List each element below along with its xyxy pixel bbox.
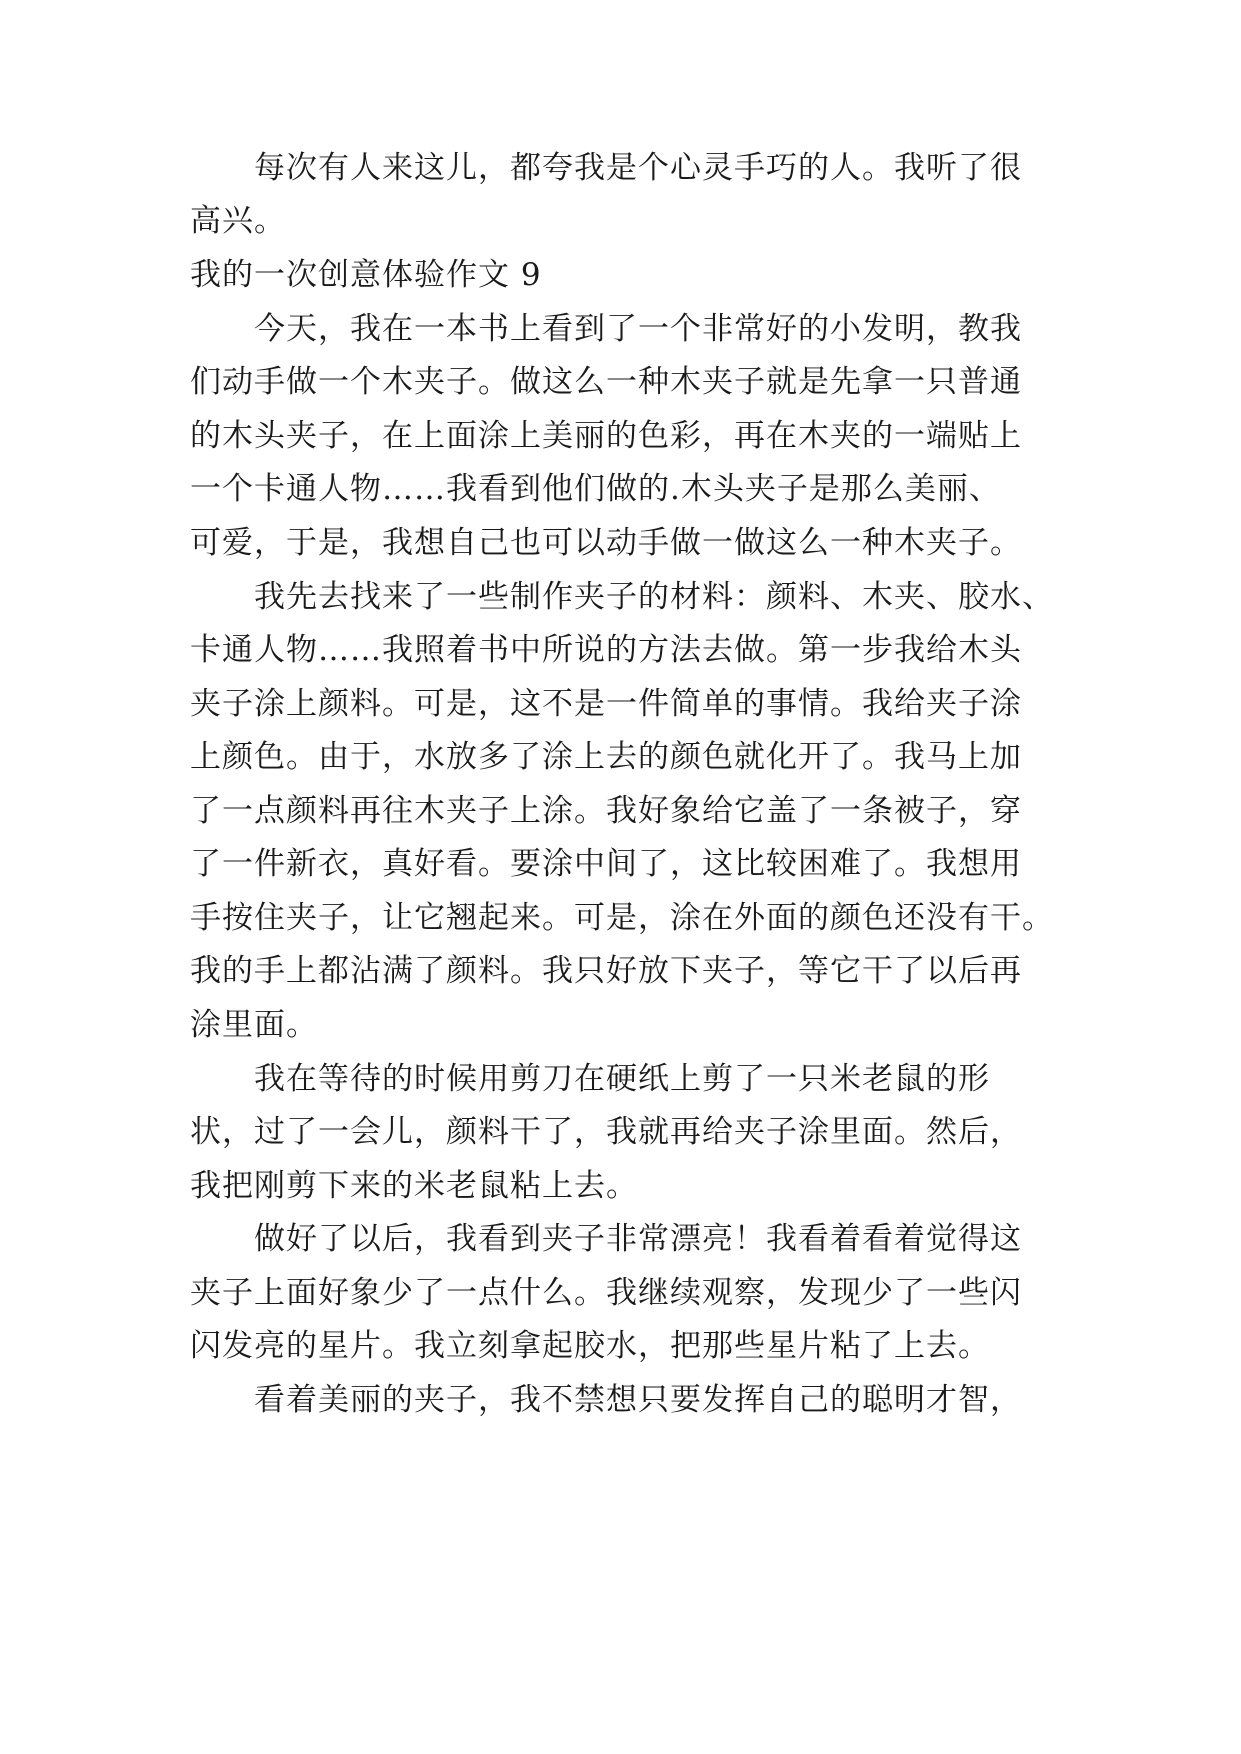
paragraph-line: 可爱，于是，我想自己也可以动手做一做这么一种木夹子。 bbox=[190, 525, 1022, 561]
paragraph-line: 卡通人物……我照着书中所说的方法去做。第一步我给木头 bbox=[190, 632, 1022, 668]
paragraph-line: 了一点颜料再往木夹子上涂。我好象给它盖了一条被子，穿 bbox=[190, 793, 1022, 829]
paragraph-line: 做好了以后，我看到夹子非常漂亮！我看着看着觉得这 bbox=[254, 1221, 1022, 1257]
paragraph-line: 夹子上面好象少了一点什么。我继续观察，发现少了一些闪 bbox=[190, 1275, 1022, 1311]
paragraph-line: 今天，我在一本书上看到了一个非常好的小发明，教我 bbox=[254, 311, 1022, 347]
paragraph-line: 夹子涂上颜料。可是，这不是一件简单的事情。我给夹子涂 bbox=[190, 686, 1022, 722]
paragraph-line: 闪发亮的星片。我立刻拿起胶水，把那些星片粘了上去。 bbox=[190, 1328, 990, 1364]
paragraph-line: 的木头夹子，在上面涂上美丽的色彩，再在木夹的一端贴上 bbox=[190, 418, 1022, 454]
paragraph-line: 了一件新衣，真好看。要涂中间了，这比较困难了。我想用 bbox=[190, 846, 1022, 882]
paragraph-line: 看着美丽的夹子，我不禁想只要发挥自己的聪明才智， bbox=[254, 1382, 1022, 1418]
paragraph-line: 我在等待的时候用剪刀在硬纸上剪了一只米老鼠的形 bbox=[254, 1061, 990, 1097]
paragraph-line: 状，过了一会儿，颜料干了，我就再给夹子涂里面。然后， bbox=[190, 1114, 1022, 1150]
paragraph-line: 高兴。 bbox=[190, 203, 286, 239]
section-heading: 我的一次创意体验作文 9 bbox=[190, 257, 542, 293]
paragraph-line: 一个卡通人物……我看到他们做的.木头夹子是那么美丽、 bbox=[190, 471, 1001, 507]
paragraph-line: 涂里面。 bbox=[190, 1007, 318, 1043]
paragraph-line: 们动手做一个木夹子。做这么一种木夹子就是先拿一只普通 bbox=[190, 364, 1022, 400]
paragraph-line: 每次有人来这儿，都夸我是个心灵手巧的人。我听了很 bbox=[254, 150, 1022, 186]
paragraph-line: 我的手上都沾满了颜料。我只好放下夹子，等它干了以后再 bbox=[190, 953, 1022, 989]
paragraph-line: 我先去找来了一些制作夹子的材料：颜料、木夹、胶水、 bbox=[254, 579, 1054, 615]
paragraph-line: 手按住夹子，让它翘起来。可是，涂在外面的颜色还没有干。 bbox=[190, 900, 1054, 936]
paragraph-line: 我把刚剪下来的米老鼠粘上去。 bbox=[190, 1168, 638, 1204]
paragraph-line: 上颜色。由于，水放多了涂上去的颜色就化开了。我马上加 bbox=[190, 739, 1022, 775]
